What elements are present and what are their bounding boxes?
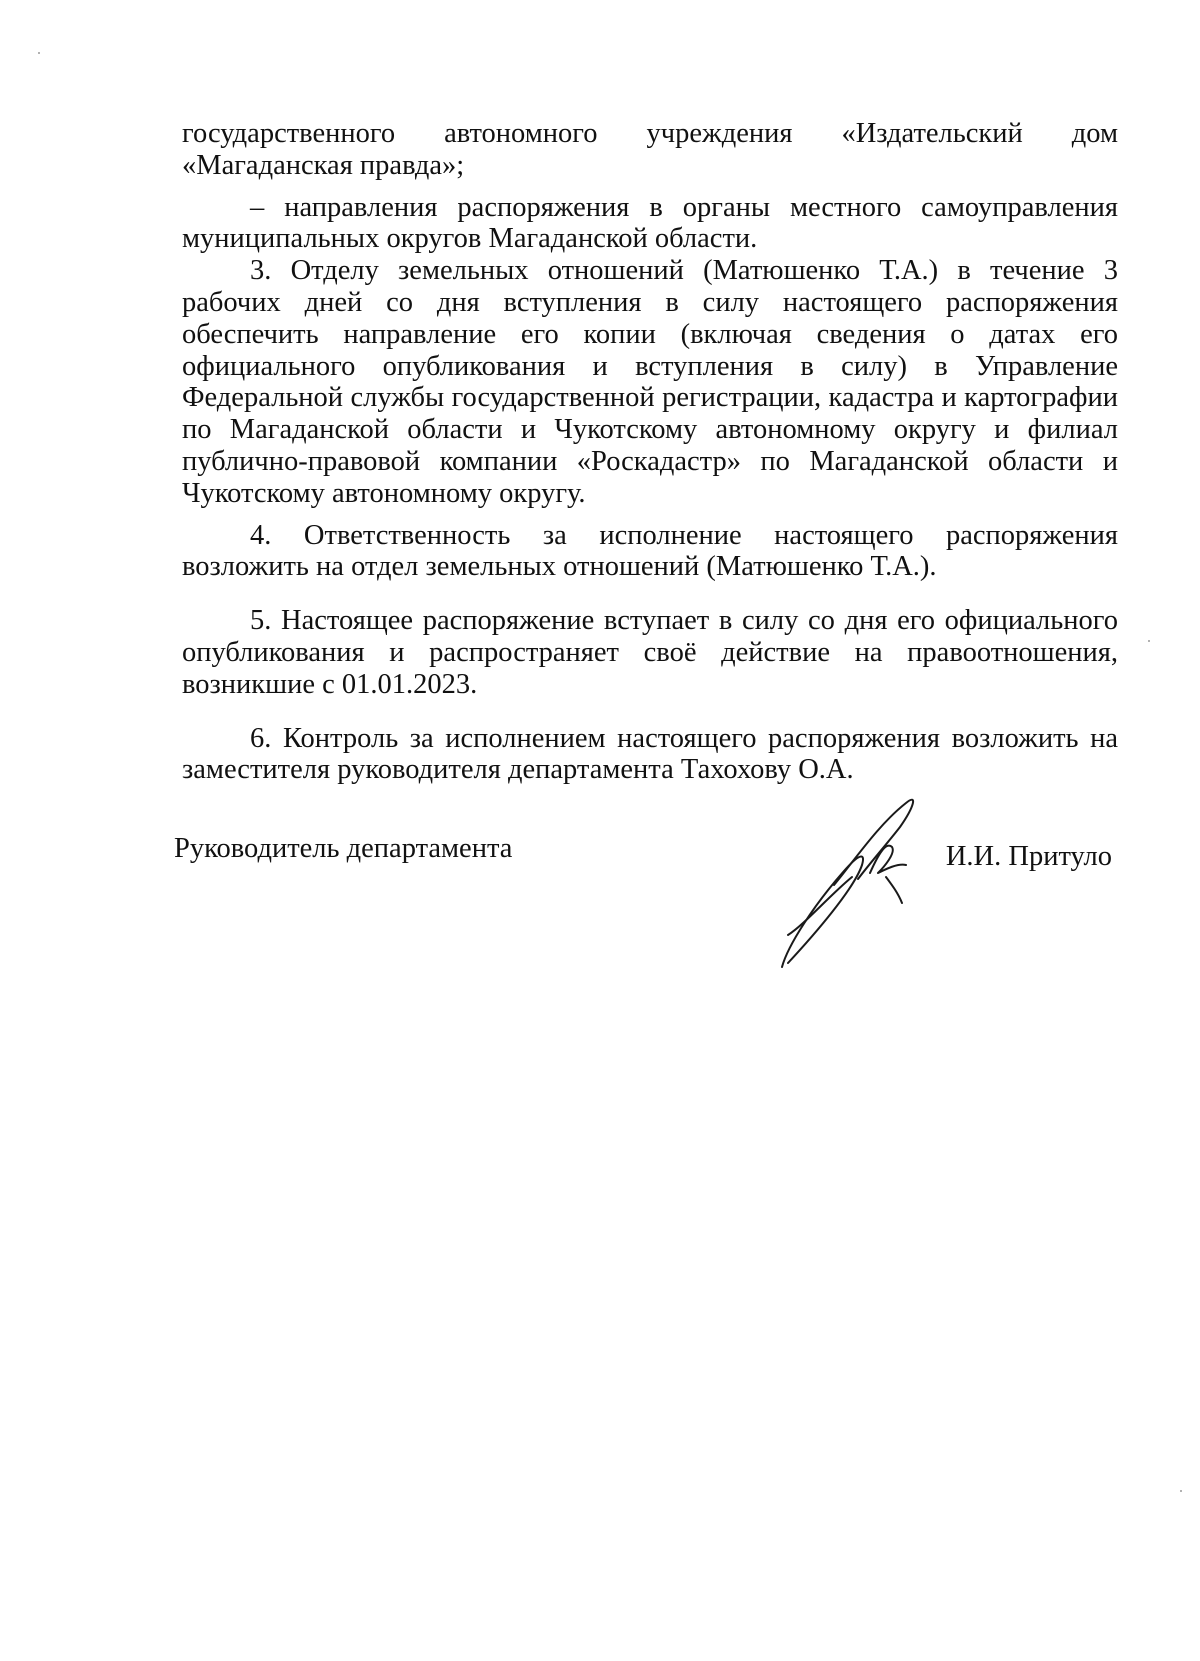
paragraph-item-6: 6. Контроль за исполнением настоящего распоряжения возложить на заместителя руководителя департамента Тахохову О.А.	[182, 722, 1118, 786]
paragraph-continuation: государственного автономного учреждения «Издательский дом «Магаданская правда»;	[182, 118, 1118, 181]
handwritten-signature	[774, 785, 934, 975]
scan-speck	[38, 52, 40, 54]
scan-speck	[1148, 640, 1150, 642]
paragraph-item-3: 3. Отделу земельных отношений (Матюшенко Т.А.) в течение 3 рабочих дней со дня вступления в силу настоящего распоряжения обеспечить направление его копии (включая сведения о датах его официального опубликования и вступления в силу) в Управление Федеральной службы государственной регистрации, кадастра и картографии по Магаданской области и Чукотскому автономному округу и филиал публично-правовой компании «Роскадастр» по Магаданской области и Чукотскому автономному округу.	[182, 255, 1118, 509]
paragraph-item-5: 5. Настоящее распоряжение вступает в силу со дня его официального опубликования и распространяет своё действие на правоотношения, возникшие с 01.01.2023.	[182, 605, 1118, 700]
document-body	[182, 118, 1118, 786]
signatory-name: И.И. Притуло	[945, 841, 1112, 872]
signatory-role: Руководитель департамента	[174, 833, 513, 864]
paragraph-item-4: 4. Ответственность за исполнение настоящего распоряжения возложить на отдел земельных отношений (Матюшенко Т.А.).	[182, 519, 1118, 583]
scan-speck	[1180, 1490, 1182, 1492]
paragraph-list-item: – направления распоряжения в органы местного самоуправления муниципальных округов Магаданской области.	[182, 191, 1118, 255]
signature-block	[174, 833, 1118, 993]
